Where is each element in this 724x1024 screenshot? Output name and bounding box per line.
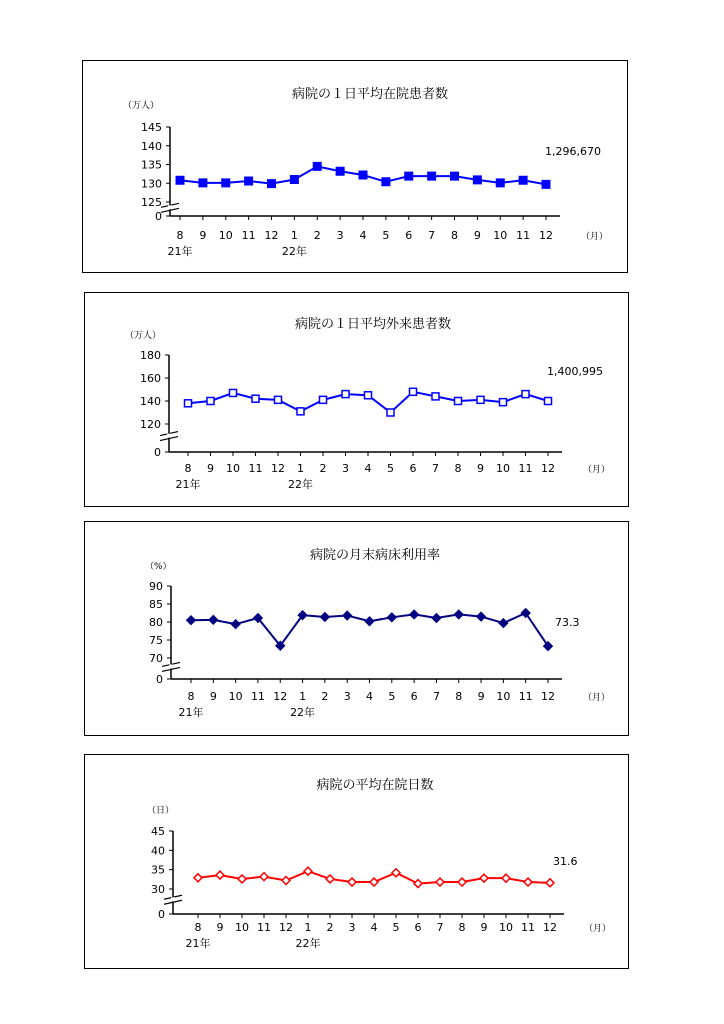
x-tick-label: 11 [518,690,533,703]
chart-title: 病院の平均在院日数 [316,778,434,793]
y-tick-label: 135 [141,158,162,172]
data-point [480,874,488,882]
year-label: 21年 [167,245,193,258]
y-tick-label: 0 [155,210,162,223]
y-tick-label: 40 [151,844,165,858]
x-tick-label: 11 [257,921,271,934]
x-tick-label: 7 [428,229,436,242]
x-tick-label: 4 [364,462,372,475]
y-tick-label: 85 [149,598,163,611]
y-tick-label: 30 [151,883,165,896]
data-point [414,880,422,888]
data-point [343,611,352,620]
data-point [185,400,192,407]
x-tick-label: 7 [432,690,440,703]
x-tick-label: 12 [543,921,557,934]
x-tick-label: 3 [342,462,349,475]
data-point [365,392,372,399]
x-tick-label: 12 [541,690,555,703]
x-tick-label: 9 [207,462,214,475]
data-point [304,867,312,875]
x-tick-label: 8 [176,229,184,242]
data-point [359,171,367,179]
data-point [454,610,463,619]
x-tick-label: 9 [199,229,207,242]
x-tick-label: 9 [480,921,488,934]
y-tick-label: 160 [140,372,161,385]
axis-break-gap [169,664,173,668]
chart-title: 病院の１日平均外来患者数 [294,317,452,332]
x-tick-label: 2 [313,229,321,242]
data-point [546,879,554,887]
x-tick-label: 8 [194,921,202,934]
x-unit-label: （月） [583,693,611,703]
x-unit-label: （月） [584,924,612,934]
data-point [392,869,400,877]
data-point [199,179,207,187]
x-tick-label: 8 [184,462,192,475]
x-tick-label: 10 [228,690,243,703]
data-point [187,616,196,625]
y-tick-label: 145 [141,121,162,134]
x-tick-label: 5 [382,229,390,242]
y-tick-label: 35 [151,863,165,877]
chart-svg [85,293,630,508]
x-tick-label: 8 [187,690,195,703]
y-unit-label: （日） [147,806,175,816]
chart-svg [83,61,629,274]
data-point [428,172,436,180]
data-point [382,178,390,186]
chart-panel-inpatients [82,60,628,273]
data-point [245,177,253,185]
x-tick-label: 11 [516,229,531,242]
data-point [455,398,462,405]
x-tick-label: 6 [414,921,422,934]
x-tick-label: 10 [496,462,510,475]
x-tick-label: 11 [518,462,533,475]
data-point [230,389,237,396]
x-tick-label: 12 [539,229,553,242]
x-tick-label: 8 [458,921,466,934]
x-tick-label: 9 [216,921,224,934]
x-tick-label: 3 [348,921,356,934]
y-tick-label: 125 [141,196,162,209]
data-point [432,393,439,400]
year-label: 21年 [178,706,204,719]
x-tick-label: 2 [321,690,329,703]
y-tick-label: 90 [149,580,163,593]
data-point [410,610,419,619]
y-tick-label: 180 [140,349,161,362]
last-value-label: 1,296,670 [545,145,601,158]
axis-break-gap [167,434,171,438]
axis-break-gap [171,897,175,901]
x-tick-label: 9 [477,690,485,703]
x-tick-label: 10 [493,229,508,242]
x-tick-label: 1 [290,229,298,242]
data-point [231,620,240,629]
x-tick-label: 11 [241,229,256,242]
x-unit-label: （月） [581,232,609,242]
x-tick-label: 12 [271,462,285,475]
data-point [320,612,329,621]
y-tick-label: 140 [141,139,162,153]
data-point [500,399,507,406]
x-tick-label: 10 [496,690,511,703]
x-tick-label: 5 [387,462,394,475]
data-point [473,176,481,184]
x-tick-label: 5 [392,921,400,934]
x-tick-label: 1 [304,921,312,934]
data-point [176,176,184,184]
chart-panel-bed-occupancy [84,521,629,736]
data-point [342,391,349,398]
x-tick-label: 12 [264,229,279,242]
y-tick-label: 0 [156,673,163,686]
data-point [348,878,356,886]
y-tick-label: 75 [149,634,163,647]
x-tick-label: 6 [405,229,413,242]
y-tick-label: 140 [140,395,161,408]
chart-svg [85,522,630,737]
data-point [336,167,344,175]
data-point [268,180,276,188]
x-tick-label: 8 [451,229,458,242]
data-point [410,388,417,395]
data-point [451,172,459,180]
data-point [436,878,444,886]
data-point [542,180,550,188]
data-point [458,878,466,886]
x-tick-label: 3 [343,690,351,703]
data-point [282,876,290,884]
x-tick-label: 11 [250,690,265,703]
year-label: 22年 [290,706,316,719]
x-tick-label: 7 [432,462,439,475]
year-label: 22年 [281,245,307,258]
y-tick-label: 130 [141,177,162,191]
x-tick-label: 7 [436,921,444,934]
axis-break-gap [168,205,172,209]
data-point [522,391,529,398]
x-tick-label: 4 [370,921,378,934]
x-tick-label: 10 [499,921,513,934]
data-point [519,176,527,184]
data-point [238,875,246,883]
data-point [320,396,327,403]
x-tick-label: 10 [226,462,240,475]
x-tick-label: 1 [299,690,307,703]
data-point [387,613,396,622]
x-tick-label: 9 [477,462,484,475]
data-point [260,873,268,881]
x-tick-label: 10 [218,229,233,242]
data-point [502,874,510,882]
data-point [370,878,378,886]
year-label: 21年 [185,937,211,950]
data-point [216,871,224,879]
last-value-label: 1,400,995 [547,365,603,378]
y-tick-label: 70 [149,652,163,665]
data-point [326,875,334,883]
x-tick-label: 12 [279,921,293,934]
x-tick-label: 5 [388,690,396,703]
data-point [209,615,218,624]
data-point [524,878,532,886]
x-tick-label: 12 [541,462,555,475]
x-tick-label: 6 [409,462,417,475]
year-label: 22年 [288,478,313,491]
data-point [290,176,298,184]
last-value-label: 73.3 [555,616,580,629]
data-point [297,408,304,415]
x-tick-label: 12 [273,690,288,703]
year-label: 21年 [175,478,201,491]
data-point [313,162,321,170]
y-unit-label: （万人） [123,101,160,111]
data-point [387,409,394,416]
chart-title: 病院の月末病床利用率 [309,548,441,563]
y-unit-label: （万人） [125,331,162,341]
x-tick-label: 8 [455,690,463,703]
chart-svg [85,755,630,970]
data-point [499,619,508,628]
chart-title: 病院の１日平均在院患者数 [291,87,449,102]
data-point [545,398,552,405]
x-tick-label: 9 [473,229,481,242]
y-tick-label: 0 [158,908,165,921]
y-tick-label: 80 [149,616,163,629]
data-point [207,398,214,405]
x-tick-label: 11 [521,921,535,934]
x-tick-label: 8 [454,462,462,475]
y-unit-label: （%） [145,562,172,572]
x-unit-label: （月） [583,465,611,475]
y-tick-label: 120 [140,418,161,431]
x-tick-label: 4 [359,229,367,242]
data-point [477,612,486,621]
data-point [194,874,202,882]
x-tick-label: 11 [248,462,263,475]
data-point [405,172,413,180]
y-tick-label: 45 [151,825,165,838]
x-tick-label: 1 [297,462,304,475]
last-value-label: 31.6 [553,855,578,868]
data-point [252,395,259,402]
year-label: 22年 [295,937,321,950]
chart-panel-average-stay [84,754,629,969]
chart-panel-outpatients [84,292,629,507]
y-tick-label: 0 [154,446,161,459]
x-tick-label: 4 [366,690,373,703]
data-point [275,396,282,403]
x-tick-label: 2 [326,921,334,934]
x-tick-label: 6 [410,690,418,703]
x-tick-label: 10 [235,921,249,934]
data-point [432,614,441,623]
x-tick-label: 3 [336,229,344,242]
x-tick-label: 2 [319,462,327,475]
data-point [365,617,374,626]
x-tick-label: 9 [209,690,217,703]
data-point [477,396,484,403]
data-point [222,179,230,187]
data-point [496,179,504,187]
